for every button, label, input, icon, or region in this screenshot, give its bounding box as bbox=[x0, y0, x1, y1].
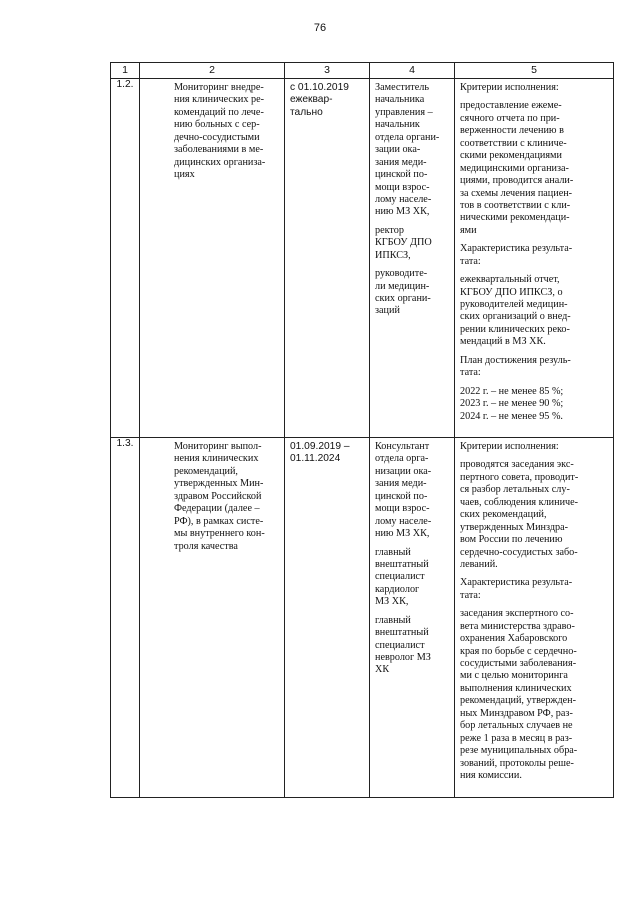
criteria-block bbox=[460, 243, 609, 268]
responsible-line: ИПКСЗ, bbox=[375, 249, 411, 261]
criteria-block bbox=[460, 459, 609, 571]
criteria-line: рекомендаций, утвержден- bbox=[460, 695, 577, 707]
criteria-line: за схемы лечения пациен- bbox=[460, 187, 573, 199]
responsible-line: Заместитель bbox=[375, 82, 429, 93]
measure-name-cell bbox=[140, 438, 285, 798]
criteria-line: ническими рекомендаци- bbox=[460, 212, 570, 224]
criteria-line: ся разбор летальных слу- bbox=[460, 484, 570, 496]
criteria-block bbox=[460, 82, 609, 94]
criteria-block bbox=[460, 355, 609, 380]
criteria-cell bbox=[455, 438, 614, 798]
criteria-block bbox=[460, 441, 609, 453]
criteria-line: сячного отчета по при- bbox=[460, 112, 560, 124]
plan-table bbox=[110, 62, 614, 798]
responsible-line: мощи взрос- bbox=[375, 503, 430, 515]
criteria-line: тов в соответствии с кли- bbox=[460, 199, 571, 211]
measure-name-line: троля качества bbox=[174, 540, 238, 552]
responsible-line: Консультант bbox=[375, 441, 430, 452]
deadline-line: тально bbox=[290, 106, 323, 118]
measure-name-line: мы внутреннего кон- bbox=[174, 528, 265, 540]
criteria-line: тата: bbox=[460, 589, 481, 601]
responsible-line: начальника bbox=[375, 94, 425, 106]
criteria-line: рении клинических реко- bbox=[460, 323, 570, 335]
criteria-line: циями, проводится анали- bbox=[460, 175, 574, 187]
criteria-line: руководителей медицин- bbox=[460, 299, 568, 310]
measure-name-line: Мониторинг внедре- bbox=[174, 82, 264, 93]
responsible-line: зания меди- bbox=[375, 156, 427, 168]
responsible-line: МЗ ХК, bbox=[375, 596, 409, 608]
criteria-line: Характеристика результа- bbox=[460, 577, 573, 589]
criteria-line: ния комиссии. bbox=[460, 769, 522, 781]
responsible-line: главный bbox=[375, 546, 411, 558]
deadline-line: 01.09.2019 – bbox=[290, 441, 350, 452]
responsible-line: цинской по- bbox=[375, 490, 428, 502]
responsible-block bbox=[375, 547, 450, 609]
criteria-line: охранения Хабаровского bbox=[460, 633, 568, 645]
measure-name-line: РФ), в рамках систе- bbox=[174, 515, 264, 527]
responsible-line: мощи взрос- bbox=[375, 181, 430, 193]
measure-name-cell bbox=[140, 79, 285, 438]
responsible-line: внештатный bbox=[375, 627, 429, 639]
criteria-line: леваний. bbox=[460, 558, 498, 570]
measure-name-line: утвержденных Мин- bbox=[174, 478, 264, 490]
criteria-line: ежеквартальный отчет, bbox=[460, 274, 560, 286]
measure-name-line: дицинских организа- bbox=[174, 156, 266, 168]
responsible-line: нию МЗ ХК, bbox=[375, 206, 430, 218]
measure-name-line: заболеваниями в ме- bbox=[174, 144, 264, 156]
deadline-line: ежеквар- bbox=[290, 94, 333, 106]
criteria-line: тата: bbox=[460, 367, 481, 379]
criteria-line: утвержденных Минздра- bbox=[460, 521, 569, 533]
criteria-line: бор летальных случаев не bbox=[460, 720, 573, 732]
responsible-line: начальник bbox=[375, 119, 420, 131]
header-col-3: 3 bbox=[285, 63, 370, 79]
table-row bbox=[111, 79, 614, 438]
criteria-block bbox=[460, 577, 609, 602]
measure-name-line: Федерации (далее – bbox=[174, 503, 260, 515]
criteria-line: 2023 г. – не менее 90 %; bbox=[460, 398, 564, 410]
table-header-row bbox=[111, 63, 614, 79]
criteria-line: заседания экспертного со- bbox=[460, 608, 574, 620]
criteria-line: КГБОУ ДПО ИПКСЗ, о bbox=[460, 286, 563, 298]
criteria-line: вета министерства здраво- bbox=[460, 620, 575, 632]
measure-name-line: нию больных с сер- bbox=[174, 119, 260, 131]
deadline-line: 01.11.2024 bbox=[290, 453, 341, 465]
responsible-line: ских органи- bbox=[375, 293, 431, 304]
responsible-line: управления – bbox=[375, 106, 433, 118]
responsible-line: ХК bbox=[375, 664, 390, 676]
responsible-line: зания меди- bbox=[375, 478, 427, 490]
criteria-line: реже 1 раза в месяц в раз- bbox=[460, 732, 573, 744]
criteria-line: пертного совета, проводит- bbox=[460, 471, 579, 483]
responsible-line: зации ока- bbox=[375, 144, 421, 156]
responsible-line: лому населе- bbox=[375, 515, 432, 527]
row-number: 1.2. bbox=[111, 79, 140, 438]
criteria-block bbox=[460, 274, 609, 349]
responsible-line: заций bbox=[375, 305, 400, 317]
criteria-line: предоставление ежеме- bbox=[460, 100, 562, 112]
criteria-line: План достижения резуль- bbox=[460, 354, 571, 366]
criteria-line: края по борьбе с сердечно- bbox=[460, 645, 577, 657]
header-col-1: 1 bbox=[111, 63, 140, 79]
measure-name-line: ния клинических ре- bbox=[174, 94, 264, 106]
criteria-block bbox=[460, 608, 609, 782]
responsible-line: лому населе- bbox=[375, 193, 432, 205]
criteria-line: Характеристика результа- bbox=[460, 243, 573, 255]
header-col-2: 2 bbox=[140, 63, 285, 79]
criteria-line: ских рекомендаций, bbox=[460, 509, 547, 521]
deadline-cell bbox=[285, 79, 370, 438]
criteria-line: 2024 г. – не менее 95 %. bbox=[460, 410, 563, 422]
criteria-line: 2022 г. – не менее 85 %; bbox=[460, 385, 564, 397]
measure-name-line: нения клинических bbox=[174, 453, 259, 465]
criteria-line: проводятся заседания экс- bbox=[460, 459, 574, 471]
responsible-line: специалист bbox=[375, 571, 425, 583]
responsible-line: КГБОУ ДПО bbox=[375, 237, 432, 249]
responsible-line: специалист bbox=[375, 639, 425, 651]
responsible-line: руководите- bbox=[375, 268, 428, 280]
measure-name-line: дечно-сосудистыми bbox=[174, 131, 260, 143]
responsible-line: ли медицин- bbox=[375, 280, 430, 292]
criteria-line: ями bbox=[460, 224, 477, 236]
criteria-line: ных Минздравом РФ, раз- bbox=[460, 707, 573, 719]
header-col-5: 5 bbox=[455, 63, 614, 79]
criteria-line: медицинскими организа- bbox=[460, 162, 569, 174]
responsible-line: цинской по- bbox=[375, 169, 428, 181]
responsible-line: отдела орга- bbox=[375, 453, 429, 465]
responsible-line: главный bbox=[375, 614, 411, 626]
responsible-block bbox=[375, 615, 450, 677]
table-row bbox=[111, 438, 614, 798]
criteria-line: вом России по лечению bbox=[460, 534, 563, 546]
responsible-line: внештатный bbox=[375, 558, 429, 570]
measure-name-line: здравом Российской bbox=[174, 490, 262, 502]
responsible-block bbox=[375, 441, 450, 541]
criteria-line: ских организаций о внед- bbox=[460, 311, 571, 323]
responsible-line: невролог МЗ bbox=[375, 652, 431, 663]
deadline-line: с 01.10.2019 bbox=[290, 82, 349, 93]
responsible-cell bbox=[370, 79, 455, 438]
measure-name-line: циях bbox=[174, 169, 195, 181]
responsible-cell bbox=[370, 438, 455, 798]
responsible-line: нию МЗ ХК, bbox=[375, 528, 430, 540]
responsible-line: отдела органи- bbox=[375, 131, 440, 143]
responsible-block bbox=[375, 268, 450, 318]
responsible-line: ректор bbox=[375, 224, 404, 236]
measure-name-line: комендаций по лече- bbox=[174, 106, 264, 118]
criteria-line: сосудистыми заболевания- bbox=[460, 658, 577, 669]
criteria-line: соответствии с клиниче- bbox=[460, 137, 567, 149]
criteria-cell bbox=[455, 79, 614, 438]
criteria-block bbox=[460, 386, 609, 423]
criteria-line: ми с целью мониторинга bbox=[460, 670, 568, 682]
criteria-line: Критерии исполнения: bbox=[460, 82, 559, 93]
criteria-line: мендаций в МЗ ХК. bbox=[460, 336, 546, 348]
responsible-block bbox=[375, 225, 450, 262]
deadline-cell bbox=[285, 438, 370, 798]
measure-name-line: Мониторинг выпол- bbox=[174, 441, 262, 452]
criteria-line: резе муниципальных обра- bbox=[460, 745, 578, 757]
criteria-line: скими рекомендациями bbox=[460, 150, 562, 162]
page-number: 76 bbox=[313, 22, 327, 34]
criteria-line: выполнения клинических bbox=[460, 682, 572, 694]
header-col-4: 4 bbox=[370, 63, 455, 79]
row-number: 1.3. bbox=[111, 438, 140, 798]
criteria-block bbox=[460, 100, 609, 237]
measure-name-line: рекомендаций, bbox=[174, 465, 238, 477]
responsible-line: низации ока- bbox=[375, 465, 432, 477]
criteria-line: верженности лечению в bbox=[460, 125, 564, 137]
criteria-line: тата: bbox=[460, 255, 481, 267]
criteria-line: чаев, соблюдения клиниче- bbox=[460, 496, 579, 508]
criteria-line: зований, протоколы реше- bbox=[460, 757, 574, 769]
responsible-line: кардиолог bbox=[375, 583, 420, 595]
responsible-block bbox=[375, 82, 450, 219]
criteria-line: сердечно-сосудистых забо- bbox=[460, 546, 578, 558]
criteria-line: Критерии исполнения: bbox=[460, 441, 559, 452]
